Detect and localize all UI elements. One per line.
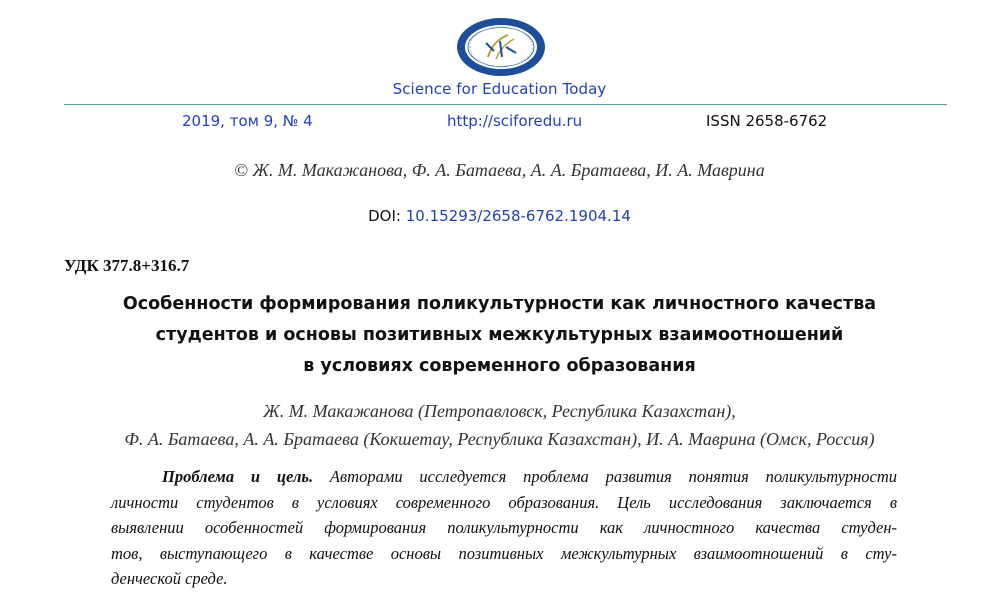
title-line: в условиях современного образования [303,356,696,376]
header-rule [64,104,947,105]
article-title [0,289,999,382]
doi-link[interactable]: 10.15293/2658-6762.1904.14 [405,207,631,225]
abstract-line: тов, выступающего в качестве основы позитивных межкультурных взаимоотношений в сту- [111,543,897,563]
author-line: Ф. А. Батаева, А. А. Братаева (Кокшетау, Республика Казахстан), И. А. Маврина (Омск, Россия) [124,429,875,449]
doi-label: DOI: [368,207,401,225]
authors-block [0,397,999,453]
abstract-line: денческой среде. [111,569,228,588]
abstract-line [111,464,897,490]
copyright-line: © Ж. М. Макажанова, Ф. А. Батаева, А. А. Братаева, И. А. Маврина [234,160,765,180]
abstract [111,464,897,592]
issue-info[interactable]: 2019, том 9, № 4 [182,112,313,130]
title-line: студентов и основы позитивных межкультурных взаимоотношений [155,325,844,345]
journal-name[interactable]: Science for Education Today [392,80,607,98]
abstract-line: выявлении особенностей формирования поликультурности как личностного качества студен- [111,518,897,537]
journal-url-link[interactable]: http://sciforedu.ru [447,112,583,130]
university-seal-logo [456,17,546,77]
title-line: Особенности формирования поликультурности как личностного качества [122,294,877,314]
abstract-lead: Проблема и цель. [162,467,314,486]
abstract-line-rest: Авторами исследуется проблема развития понятия поликультурности [313,467,897,486]
udk-code: УДК 377.8+316.7 [64,256,190,275]
issn: ISSN 2658-6762 [706,112,828,130]
doi-line [0,207,999,225]
author-line: Ж. М. Макажанова (Петропавловск, Республика Казахстан), [263,401,736,421]
abstract-line: личности студентов в условиях современного образования. Цель исследования заключается в [111,492,897,512]
